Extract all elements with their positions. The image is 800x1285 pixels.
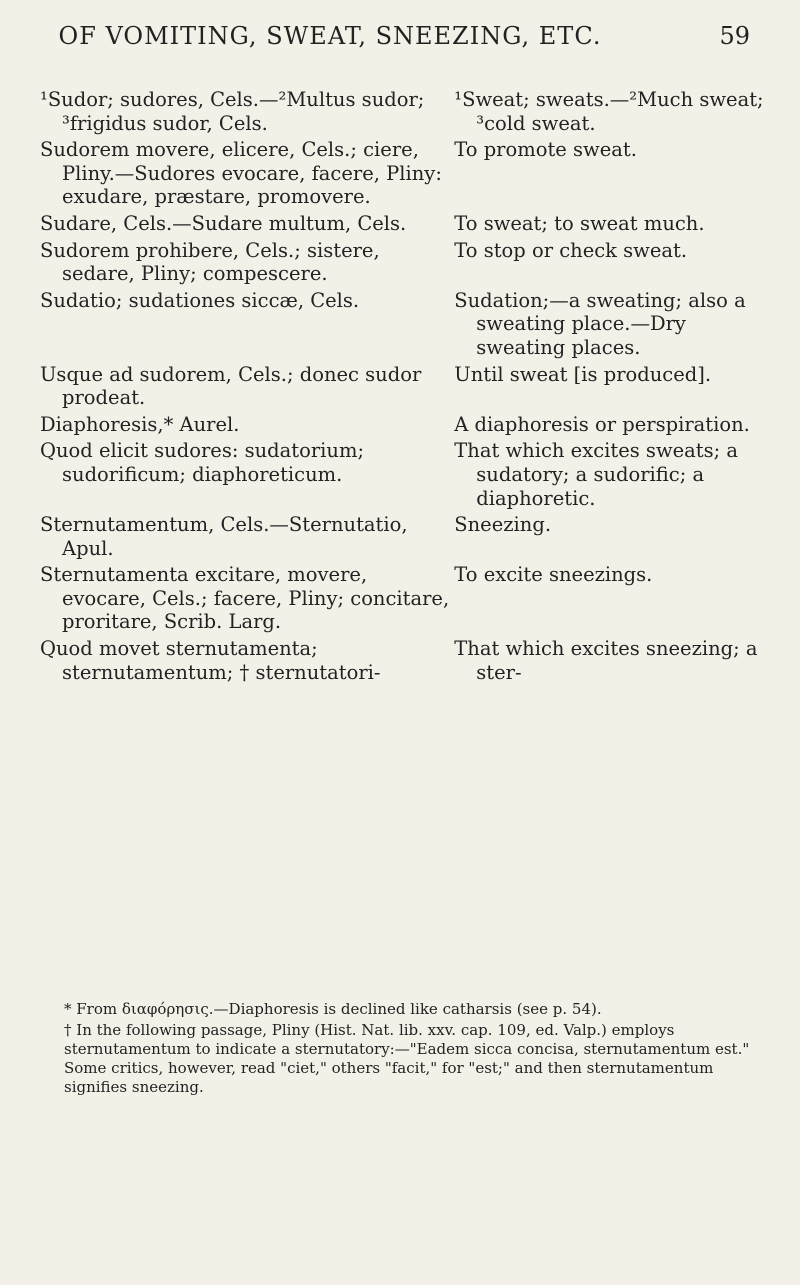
footnotes xyxy=(64,1000,764,1099)
latin-text: Sudorem prohibere, Cels.; sistere, sedare, Pliny; compescere. xyxy=(40,238,380,286)
latin-text: Sudare, Cels.—Sudare multum, Cels. xyxy=(40,211,407,235)
footnote: † In the following passage, Pliny (Hist. Nat. lib. xxv. cap. 109, ed. Valp.) employs sternutamentum to indicate a sternutatory:—"Eadem sicca concisa, sternutamentum est." Some critics, however, read "ciet," others "facit," for "est;" and then sternutamentum signifies sneezing. xyxy=(64,1021,750,1096)
latin-text: Diaphoresis,* Aurel. xyxy=(40,412,240,436)
english-text: To promote sweat. xyxy=(454,138,637,162)
entry-row xyxy=(40,138,770,209)
english-text: Until sweat [is produced]. xyxy=(454,362,712,386)
english-text: A diaphoresis or perspiration. xyxy=(454,412,750,436)
entry-row xyxy=(40,289,770,360)
english-text: Sudation;—a sweating; also a sweating place.—Dry sweating places. xyxy=(454,288,746,359)
latin-text: Usque ad sudorem, Cels.; donec sudor prodeat. xyxy=(40,362,422,410)
latin-text: Sternutamenta excitare, movere, evocare, Cels.; facere, Pliny; concitare, proritare, Scrib. Larg. xyxy=(40,563,450,634)
entry-row xyxy=(40,413,770,437)
english-text: ¹Sweat; sweats.—²Much sweat; ³cold sweat. xyxy=(454,88,764,135)
entry-row xyxy=(40,439,770,510)
english-text: That which excites sneezing; a ster- xyxy=(454,637,758,684)
entry-row xyxy=(40,363,770,410)
entry-row xyxy=(40,513,770,560)
english-text: Sneezing. xyxy=(454,513,552,537)
english-text: To sweat; to sweat much. xyxy=(454,211,705,235)
entry-list xyxy=(40,88,770,687)
page-header xyxy=(0,18,800,58)
entry-row xyxy=(40,637,770,684)
page-number: 59 xyxy=(719,22,750,50)
entry-row xyxy=(40,563,770,634)
entry-row xyxy=(40,88,770,135)
latin-text: Quod elicit sudores: sudatorium; sudorificum; diaphoreticum. xyxy=(40,439,365,486)
english-text: To excite sneezings. xyxy=(454,563,653,587)
latin-text: Sudorem movere, elicere, Cels.; ciere, Pliny.—Sudores evocare, facere, Pliny: exudare, præstare, promovere. xyxy=(40,138,442,209)
latin-text: ¹Sudor; sudores, Cels.—²Multus sudor; ³frigidus sudor, Cels. xyxy=(40,88,425,135)
entry-row xyxy=(40,239,770,286)
entry-row xyxy=(40,212,770,236)
english-text: To stop or check sweat. xyxy=(454,238,688,262)
latin-text: Sudatio; sudationes siccæ, Cels. xyxy=(40,288,360,312)
running-title: OF VOMITING, SWEAT, SNEEZING, ETC. xyxy=(58,22,602,50)
english-text: That which excites sweats; a sudatory; a sudorific; a diaphoretic. xyxy=(454,439,739,510)
latin-text: Quod movet sternutamenta; sternutamentum; † sternutatori- xyxy=(40,637,381,684)
footnote: * From διαφόρησις.—Diaphoresis is declined like catharsis (see p. 54). xyxy=(64,1000,602,1018)
latin-text: Sternutamentum, Cels.—Sternutatio, Apul. xyxy=(40,513,408,560)
